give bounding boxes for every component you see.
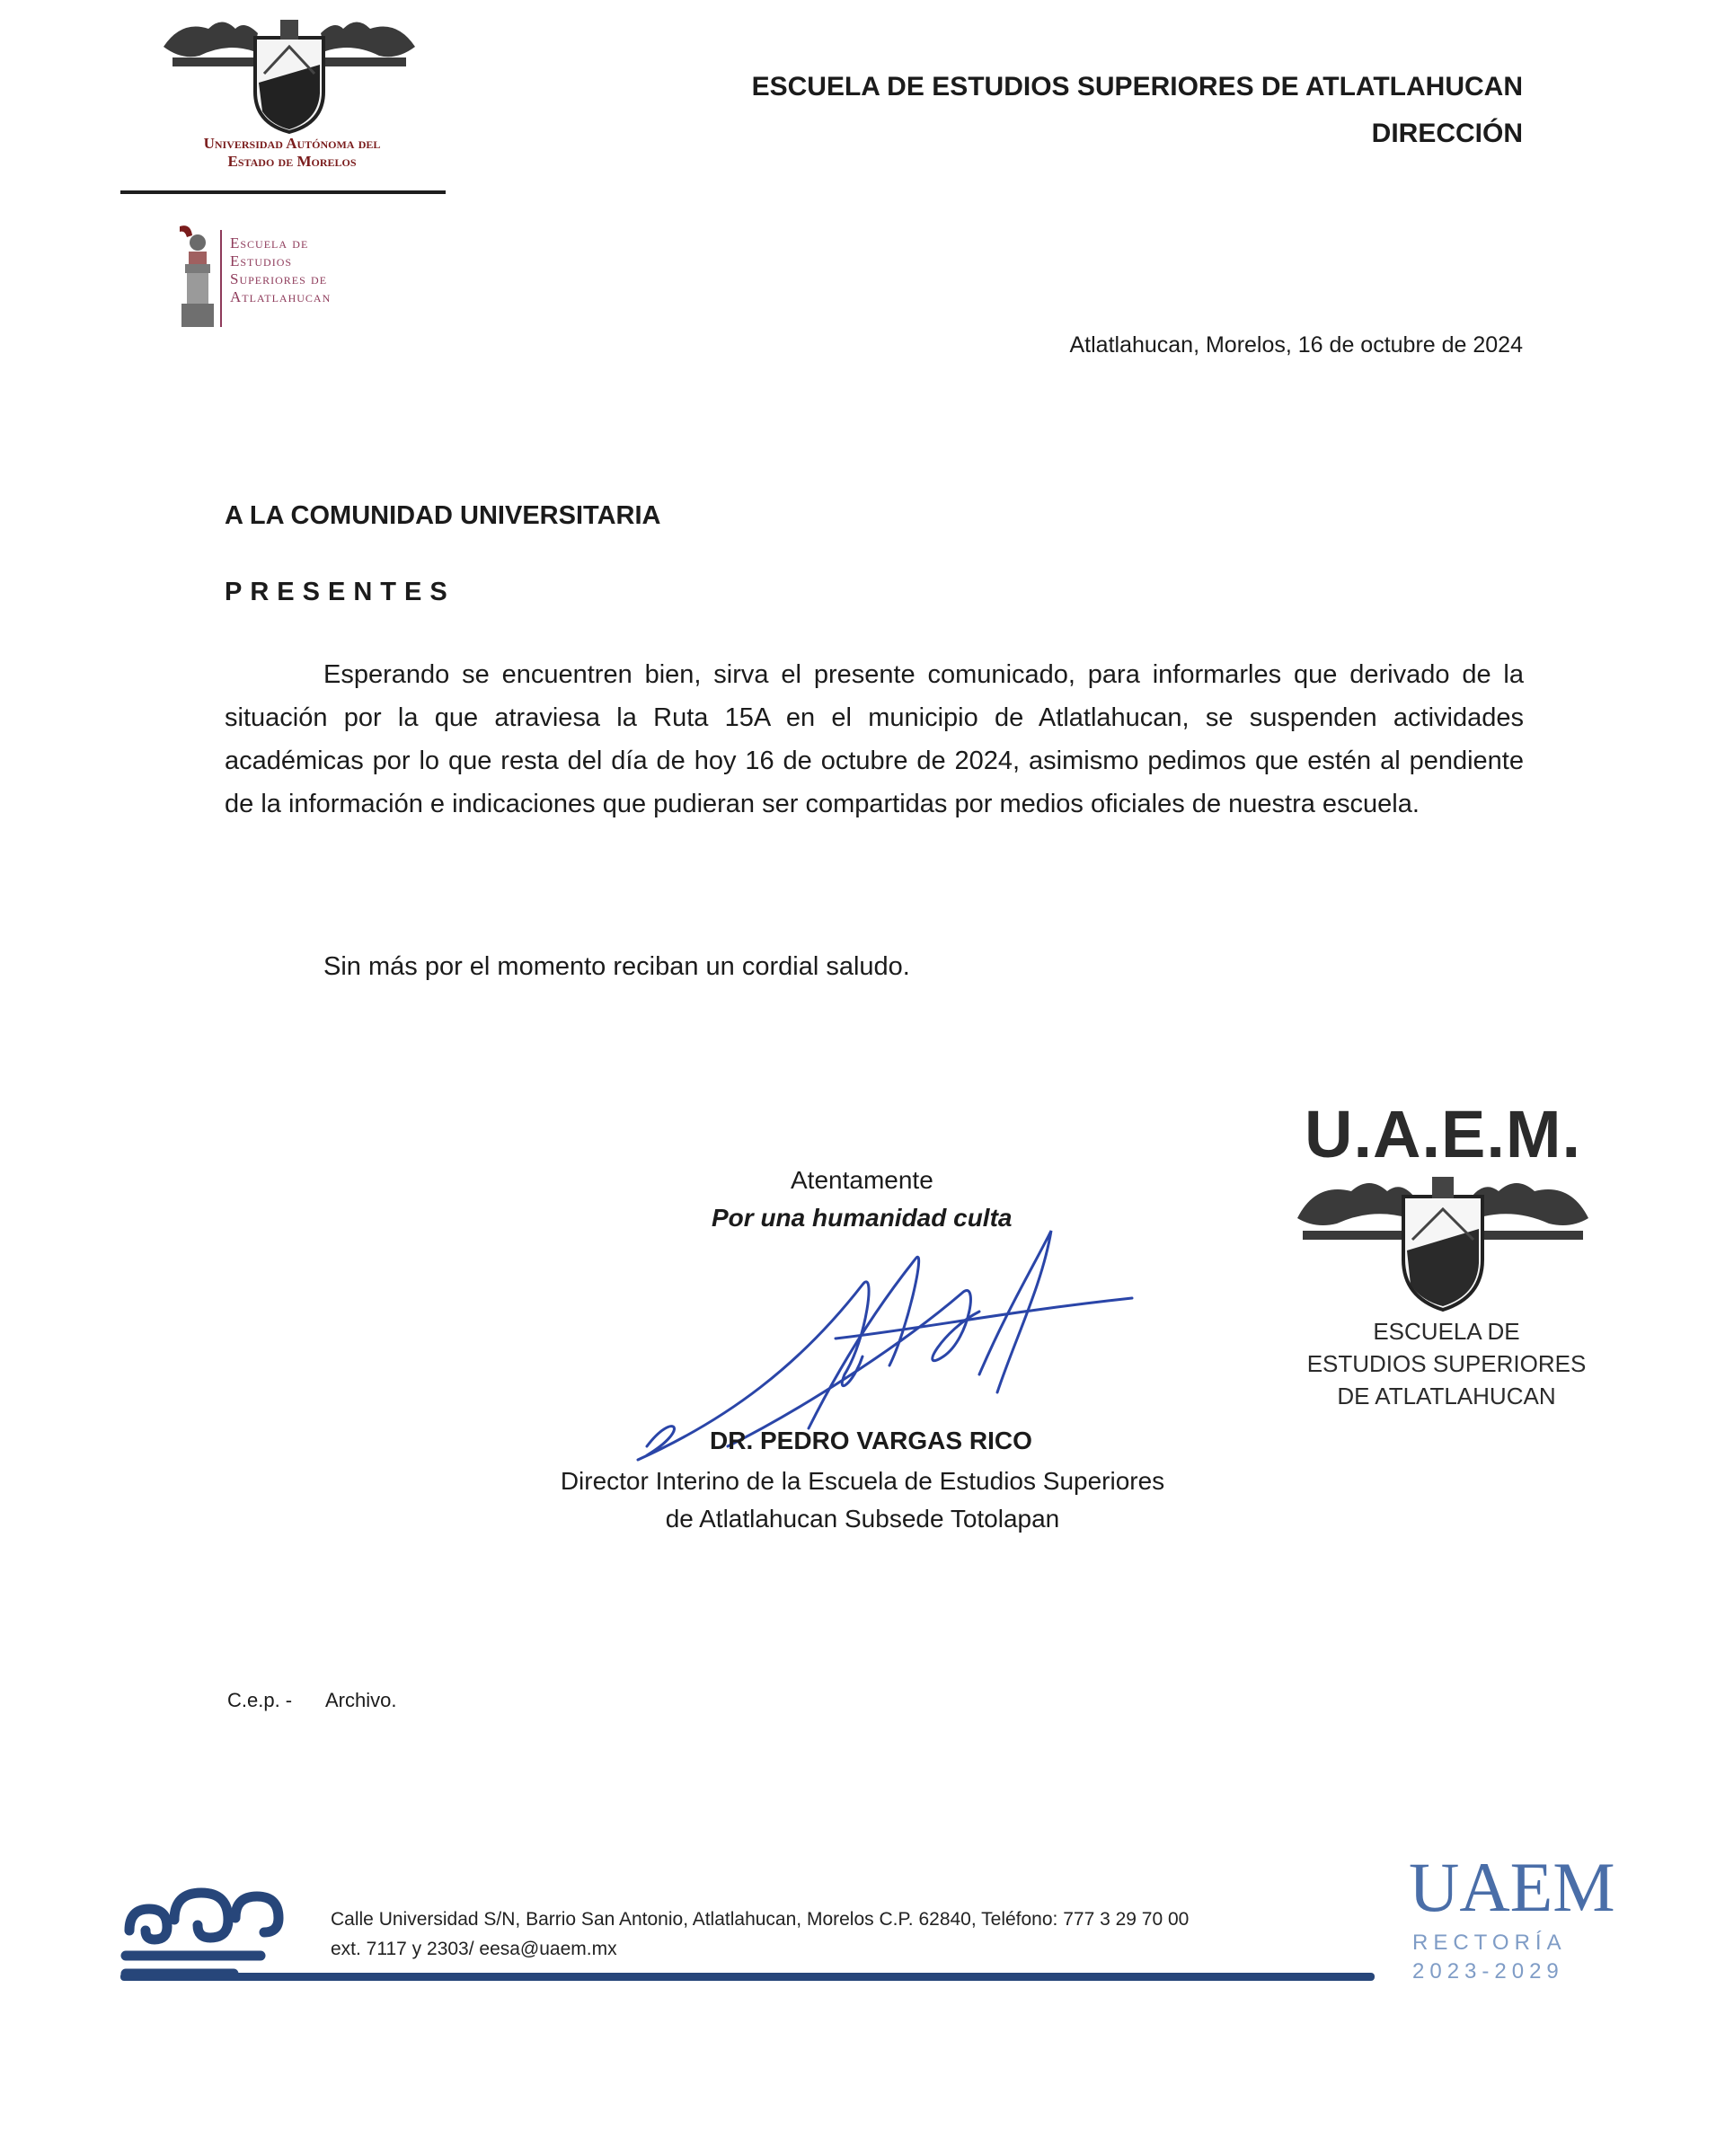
uaem-crest-logo: [155, 11, 424, 137]
stamp-line2: ESTUDIOS SUPERIORES: [1306, 1350, 1587, 1377]
letter-body: Esperando se encuentren bien, sirva el presente comunicado, para informarles que derivado de la situación por la que atraviesa la Ruta 15A en el municipio de Atlatlahucan, se suspenden actividades académicas por lo que resta del día de hoy 16 de octubre de 2024, asimismo pedimos que estén al pendiente de la información e indicaciones que pudieran ser compartidas por medios oficiales de nuestra escuela.: [225, 660, 1524, 818]
school-figure-logo: [171, 221, 225, 331]
university-name-line2: Estado de Morelos: [227, 153, 357, 170]
university-name: [135, 135, 449, 171]
school-logo-line3: Superiores de: [230, 270, 328, 287]
stamp-line1: ESCUELA DE: [1373, 1318, 1520, 1345]
letterhead-title: ESCUELA DE ESTUDIOS SUPERIORES DE ATLATLAHUCAN: [751, 72, 1523, 102]
cc-label: C.e.p. -: [227, 1689, 293, 1711]
addressee: A LA COMUNIDAD UNIVERSITARIA: [225, 501, 661, 530]
school-logo-line2: Estudios: [230, 252, 293, 270]
signer-role-line1: Director Interino de la Escuela de Estudios Superiores: [560, 1467, 1165, 1495]
motto: Por una humanidad culta: [712, 1204, 1013, 1232]
rectoria-label: RECTORÍA: [1412, 1931, 1567, 1955]
cc-value: Archivo.: [325, 1689, 397, 1711]
signer-role-line2: de Atlatlahucan Subsede Totolapan: [665, 1505, 1060, 1533]
greeting: PRESENTES: [225, 578, 456, 606]
school-logo-line4: Atlatlahucan: [230, 288, 332, 305]
school-logo-line1: Escuela de: [230, 234, 309, 252]
stamp-crest: [1290, 1164, 1596, 1317]
stamp-line3: DE ATLATLAHUCAN: [1337, 1383, 1556, 1409]
footer-address-line1: Calle Universidad S/N, Barrio San Antonio, Atlatlahucan, Morelos C.P. 62840, Teléfono: 777 3 29 70 00: [331, 1909, 1190, 1930]
signer-name: DR. PEDRO VARGAS RICO: [710, 1427, 1032, 1454]
rectoria-brand: UAEM: [1409, 1848, 1615, 1926]
place-date: Atlatlahucan, Morelos, 16 de octubre de 2024: [1069, 332, 1523, 358]
header-divider: [120, 190, 446, 194]
stamp-acronym: U.A.E.M.: [1305, 1097, 1582, 1171]
footer-address: [331, 1904, 1364, 1964]
signer-role: [485, 1462, 1240, 1538]
stamp-school-name: [1294, 1315, 1599, 1412]
valediction: Atentamente: [791, 1166, 933, 1194]
footer-bar: [120, 1973, 1375, 1981]
university-name-line1: Universidad Autónoma del: [203, 135, 381, 152]
rectoria-years: 2023-2029: [1412, 1959, 1564, 1984]
letterhead-subtitle: DIRECCIÓN: [1371, 119, 1523, 148]
footer-address-line2: ext. 7117 y 2303/ eesa@uaem.mx: [331, 1939, 617, 1959]
school-logo-text: [230, 234, 410, 306]
closing-line: Sin más por el momento reciban un cordial saludo.: [323, 952, 910, 981]
